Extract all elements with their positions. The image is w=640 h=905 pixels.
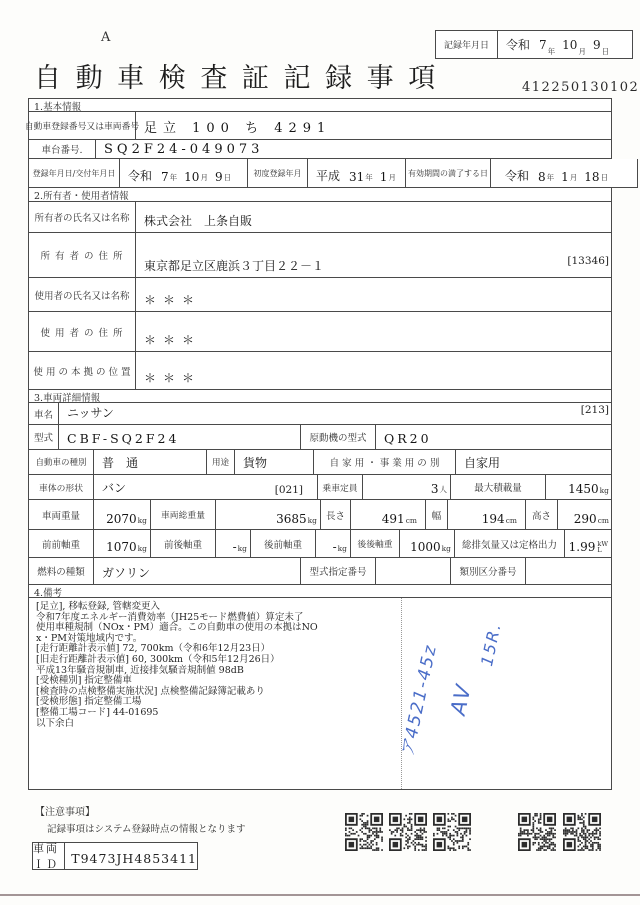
body-shape-text: バン bbox=[102, 481, 127, 495]
displacement-number: 1.99 bbox=[568, 540, 596, 554]
user-address-label: 使 用 者 の 住 所 bbox=[29, 312, 136, 351]
unit-year: 年 bbox=[169, 173, 178, 182]
qr-code bbox=[345, 813, 383, 851]
expiry-era: 令和 bbox=[505, 169, 530, 183]
unit-cm: cm bbox=[597, 516, 609, 525]
section-owner-info: 2.所有者・使用者情報 bbox=[28, 188, 612, 202]
remarks-text bbox=[36, 602, 318, 729]
unit-year: 年 bbox=[547, 47, 556, 56]
remark-line: [走行距離計表示値] 72, 700km（令和6年12月23日） bbox=[36, 643, 271, 655]
axle-fr-number: - bbox=[232, 540, 237, 554]
unit-kg: kg bbox=[307, 516, 317, 525]
unit-kg: kg bbox=[599, 486, 609, 495]
axle-front-rear-label: 前後軸重 bbox=[151, 530, 216, 557]
length-value bbox=[351, 500, 426, 529]
handwriting-note: AV bbox=[445, 681, 477, 717]
first-registration-value bbox=[308, 159, 406, 187]
document-number: 412250130102 bbox=[522, 80, 640, 95]
max-load-number: 1450 bbox=[568, 482, 599, 496]
row-chassis-number bbox=[28, 140, 612, 159]
class-number-label: 類別区分番号 bbox=[451, 558, 526, 584]
max-load-value bbox=[546, 475, 612, 499]
row-vehicle-kind bbox=[28, 450, 612, 475]
handwriting-note: ア4521-45z bbox=[397, 642, 442, 759]
vehicle-id-label: 車両ＩＤ bbox=[33, 843, 65, 869]
owner-address-text: 東京都足立区鹿浜３丁目２２－１ bbox=[144, 259, 325, 273]
record-date-label: 記録年月日 bbox=[436, 31, 498, 58]
capacity-number: 3 bbox=[430, 482, 439, 496]
handwriting-note: 15R. bbox=[477, 620, 505, 668]
fuel-type-label: 燃料の種類 bbox=[29, 558, 94, 584]
corner-mark: A bbox=[101, 30, 111, 45]
vehicle-weight-label: 車両重量 bbox=[29, 500, 94, 529]
row-weights-dimensions bbox=[28, 500, 612, 530]
length-label: 長さ bbox=[321, 500, 351, 529]
first-reg-year: 31 bbox=[349, 170, 365, 184]
remark-line: [受検種別] 指定整備車 bbox=[36, 675, 132, 687]
unit-cm: cm bbox=[505, 516, 517, 525]
registration-date-value bbox=[120, 159, 248, 187]
expiry-month: 1 bbox=[561, 170, 569, 184]
axle-rear-rear-label: 後後軸重 bbox=[351, 530, 400, 557]
row-owner-name bbox=[28, 202, 612, 233]
vehicle-id-value: T9473JH4853411 bbox=[71, 851, 197, 866]
row-user-name bbox=[28, 278, 612, 312]
first-reg-month: 1 bbox=[379, 170, 388, 184]
row-remarks bbox=[28, 598, 612, 790]
width-value bbox=[448, 500, 526, 529]
expiry-date-value bbox=[491, 159, 638, 187]
displacement-units bbox=[597, 541, 608, 553]
row-registration-number bbox=[24, 112, 612, 140]
row-owner-address bbox=[28, 233, 612, 278]
first-registration-label: 初度登録年月 bbox=[248, 159, 308, 187]
model-label: 型式 bbox=[29, 425, 59, 449]
use-value: 貨物 bbox=[235, 450, 314, 474]
gross-weight-value bbox=[216, 500, 321, 529]
qr-code bbox=[518, 813, 556, 851]
expiry-date-label: 有効期間の満了する日 bbox=[406, 159, 491, 187]
record-date-month: 10 bbox=[562, 37, 578, 52]
vehicle-weight-value bbox=[94, 500, 151, 529]
unit-person: 人 bbox=[439, 485, 447, 494]
registration-date-label: 登録年月日/交付年月日 bbox=[29, 159, 120, 187]
reg-date-year: 7 bbox=[161, 170, 169, 184]
unit-kw: kW bbox=[597, 540, 608, 548]
owner-address-value bbox=[136, 233, 611, 277]
axle-rear-rear-value bbox=[400, 530, 455, 557]
row-base-location bbox=[28, 352, 612, 390]
row-dates bbox=[28, 159, 638, 188]
expiry-year: 8 bbox=[538, 170, 546, 184]
body-shape-value bbox=[94, 475, 318, 499]
engine-model-value: QR20 bbox=[384, 431, 432, 446]
qr-code bbox=[563, 813, 601, 851]
remark-line: [整備工場コード] 44-01695 bbox=[36, 706, 159, 718]
owner-address-label: 所 有 者 の 住 所 bbox=[29, 233, 136, 277]
remark-line: [検査時の点検整備実施状況] 点検整備記録簿記載あり bbox=[36, 685, 265, 697]
registration-number-value: 足立 100 ち 4291 bbox=[144, 121, 332, 136]
chassis-number-label: 車台番号. bbox=[29, 140, 96, 158]
type-designation-value bbox=[376, 558, 451, 584]
remark-line: 平成13年騒音規制車, 近接排気騒音規制値 98dB bbox=[36, 664, 244, 676]
record-date-era: 令和 bbox=[506, 38, 531, 52]
model-value: CBF-SQ2F24 bbox=[59, 425, 301, 449]
record-date-year: 7 bbox=[539, 37, 547, 52]
body-shape-code: [021] bbox=[274, 484, 303, 496]
capacity-label: 乗車定員 bbox=[318, 475, 363, 499]
owner-address-code: [13346] bbox=[567, 255, 609, 267]
species-value: 普 通 bbox=[94, 450, 207, 474]
row-body-shape bbox=[28, 475, 612, 500]
unit-day: 日 bbox=[601, 47, 610, 56]
remark-line: 使用車種規制（NOx・PM）適合。この自動車の使用の本拠はNO bbox=[36, 622, 318, 634]
fuel-type-value: ガソリン bbox=[94, 558, 301, 584]
unit-cm: cm bbox=[405, 516, 417, 525]
remark-line: 令和7年度エネルギー消費効率（JH25モード燃費値）算定未了 bbox=[36, 611, 304, 623]
owner-name-value: 株式会社 上条自販 bbox=[144, 214, 253, 228]
record-date-day: 9 bbox=[592, 37, 601, 52]
section-remarks: 4.備考 bbox=[28, 585, 612, 598]
row-car-name bbox=[28, 403, 612, 425]
remarks-box bbox=[29, 598, 611, 789]
displacement-value bbox=[565, 530, 611, 557]
unit-year: 年 bbox=[546, 173, 555, 182]
notice-title: 【注意事項】 bbox=[35, 807, 95, 818]
length-number: 491 bbox=[381, 512, 405, 526]
width-label: 幅 bbox=[426, 500, 448, 529]
axle-front-front-value bbox=[94, 530, 151, 557]
displacement-label: 総排気量又は定格出力 bbox=[455, 530, 565, 557]
notice-text: 記録事項はシステム登録時点の情報となります bbox=[47, 824, 246, 835]
remark-line: 以下余白 bbox=[36, 717, 75, 729]
car-name-label: 車名 bbox=[29, 403, 59, 424]
body-shape-label: 車体の形状 bbox=[29, 475, 94, 499]
base-location-label: 使 用 の 本 拠 の 位 置 bbox=[29, 352, 136, 389]
use-label: 用途 bbox=[207, 450, 235, 474]
axle-ff-number: 1070 bbox=[106, 540, 137, 554]
axle-rear-front-value bbox=[316, 530, 351, 557]
axle-rear-front-label: 後前軸重 bbox=[251, 530, 316, 557]
record-date-value bbox=[498, 31, 632, 58]
axle-front-rear-value bbox=[216, 530, 251, 557]
height-label: 高さ bbox=[526, 500, 558, 529]
ownership-value: 自家用 bbox=[464, 456, 501, 470]
qr-code bbox=[433, 813, 471, 851]
width-number: 194 bbox=[481, 512, 505, 526]
owner-name-label: 所有者の氏名又は名称 bbox=[29, 202, 136, 232]
height-number: 290 bbox=[573, 512, 597, 526]
section-basic-info: 1.基本情報 bbox=[28, 98, 612, 112]
axle-rr-number: 1000 bbox=[410, 540, 441, 554]
unit-kg: kg bbox=[137, 516, 147, 525]
vehicle-id-box bbox=[32, 842, 198, 870]
unit-month: 月 bbox=[569, 173, 578, 182]
remark-line: [足立], 移転登録, 管轄変更入 bbox=[36, 601, 160, 612]
row-axle-weights bbox=[28, 530, 612, 558]
height-value bbox=[558, 500, 612, 529]
remark-line: x・PM対策地域内です。 bbox=[36, 632, 143, 644]
remark-line: [受検形態] 指定整備工場 bbox=[36, 696, 142, 708]
record-date-box bbox=[435, 30, 633, 59]
unit-day: 日 bbox=[600, 173, 609, 182]
species-label: 自動車の種別 bbox=[29, 450, 94, 474]
row-fuel bbox=[28, 558, 612, 585]
base-location-value: ＊＊＊ bbox=[144, 371, 202, 385]
capacity-value bbox=[363, 475, 451, 499]
unit-year: 年 bbox=[365, 173, 373, 182]
unit-kg: kg bbox=[237, 544, 247, 553]
remark-line: [旧走行距離計表示値] 60, 300km（令和5年12月26日） bbox=[36, 653, 280, 665]
engine-model-label: 原動機の型式 bbox=[301, 425, 376, 449]
first-reg-era: 平成 bbox=[316, 169, 341, 183]
gross-weight-label: 車両総重量 bbox=[151, 500, 216, 529]
ownership-label: 自 家 用 ・ 事 業 用 の 別 bbox=[314, 450, 456, 474]
page-title: 自 動 車 検 査 証 記 録 事 項 bbox=[34, 63, 439, 94]
reg-date-era: 令和 bbox=[128, 169, 153, 183]
main-table bbox=[24, 98, 612, 790]
unit-l: L bbox=[597, 546, 602, 554]
unit-day: 日 bbox=[223, 173, 232, 182]
row-user-address bbox=[28, 312, 612, 352]
unit-month: 月 bbox=[388, 173, 396, 182]
scan-bottom-edge bbox=[0, 894, 640, 896]
car-name-code: [213] bbox=[580, 404, 609, 416]
row-model bbox=[28, 425, 612, 450]
unit-month: 月 bbox=[578, 47, 586, 56]
user-name-label: 使用者の氏名又は名称 bbox=[29, 278, 136, 311]
axle-rf-number: - bbox=[332, 540, 337, 554]
axle-front-front-label: 前前軸重 bbox=[29, 530, 94, 557]
unit-kg: kg bbox=[137, 544, 147, 553]
unit-month: 月 bbox=[200, 173, 208, 182]
user-address-value: ＊＊＊ bbox=[144, 333, 202, 347]
car-name-text: ニッサン bbox=[67, 406, 114, 420]
reg-date-month: 10 bbox=[184, 170, 200, 184]
reg-date-day: 9 bbox=[214, 170, 223, 184]
vehicle-weight-number: 2070 bbox=[106, 512, 137, 526]
remarks-dotted-divider bbox=[401, 598, 402, 789]
class-number-value bbox=[526, 558, 612, 584]
expiry-day: 18 bbox=[584, 170, 600, 184]
user-name-value: ＊＊＊ bbox=[144, 293, 202, 307]
car-name-value bbox=[59, 403, 611, 424]
section-vehicle-details: 3.車両詳細情報 bbox=[28, 390, 612, 403]
max-load-label: 最大積載量 bbox=[451, 475, 546, 499]
registration-number-label: 自動車登録番号又は車両番号 bbox=[29, 112, 136, 139]
chassis-number-value: SQ2F24-049073 bbox=[104, 142, 264, 157]
gross-weight-number: 3685 bbox=[276, 512, 307, 526]
type-designation-label: 型式指定番号 bbox=[301, 558, 376, 584]
qr-code bbox=[389, 813, 427, 851]
unit-kg: kg bbox=[441, 544, 451, 553]
unit-kg: kg bbox=[337, 544, 347, 553]
